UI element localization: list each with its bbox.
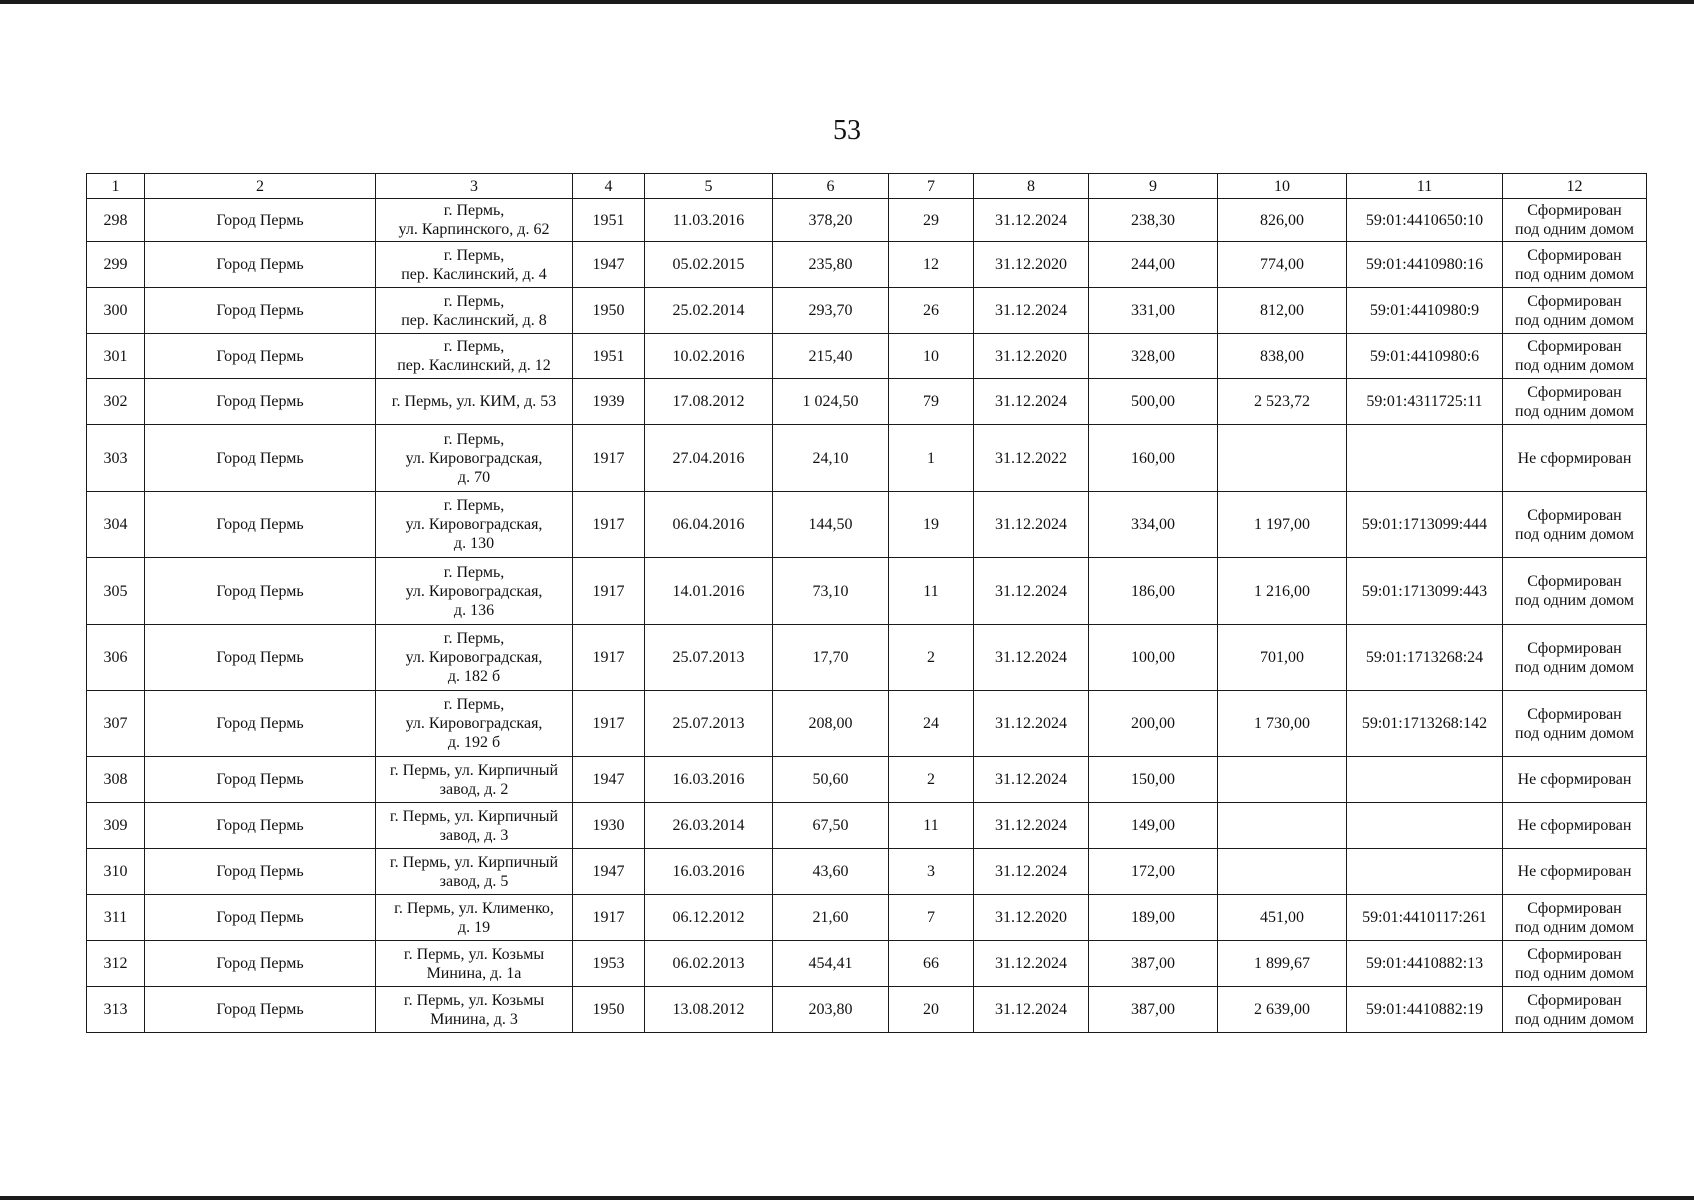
area-cell: 454,41 [773,941,889,987]
land-status-cell [1503,803,1647,849]
municipality-cell: Город Пермь [145,242,376,288]
land-status-cell [1503,558,1647,625]
date-cell: 06.02.2013 [645,941,773,987]
row-number-cell: 311 [87,895,145,941]
address-cell [376,625,573,691]
year-cell: 1939 [573,379,645,425]
row-number-cell: 304 [87,492,145,558]
address-line: д. 182 б [447,668,501,685]
municipality-cell: Город Пермь [145,199,376,242]
column-header: 8 [974,174,1089,199]
address-cell [376,199,573,242]
column-10-cell [1218,757,1347,803]
row-number-cell: 310 [87,849,145,895]
land-status-cell [1503,849,1647,895]
date-cell: 06.04.2016 [645,492,773,558]
cadastral-number-cell: 59:01:1713268:24 [1347,625,1503,691]
area-cell: 21,60 [773,895,889,941]
cadastral-number-cell: 59:01:1713099:443 [1347,558,1503,625]
area-cell: 24,10 [773,425,889,492]
table-row [87,558,1647,625]
address-line: пер. Каслинский, д. 4 [401,265,547,283]
table-row [87,941,1647,987]
row-number-cell: 312 [87,941,145,987]
municipality-cell: Город Пермь [145,334,376,379]
cadastral-number-cell: 59:01:4410882:13 [1347,941,1503,987]
residents-cell: 66 [889,941,974,987]
municipality-cell: Город Пермь [145,379,376,425]
deadline-cell: 31.12.2024 [974,803,1089,849]
column-10-cell: 1 197,00 [1218,492,1347,558]
status-line: под одним домом [1515,592,1634,609]
cadastral-number-cell [1347,425,1503,492]
address-line: завод, д. 2 [439,780,509,798]
table-row [87,895,1647,941]
status-line: под одним домом [1515,357,1634,374]
residents-cell: 11 [889,803,974,849]
area-cell: 144,50 [773,492,889,558]
address-cell [376,987,573,1033]
deadline-cell: 31.12.2024 [974,941,1089,987]
column-9-cell: 186,00 [1089,558,1218,625]
column-header: 4 [573,174,645,199]
table-row [87,425,1647,492]
land-status-cell [1503,199,1647,242]
status-line: Сформирован [1527,705,1622,723]
column-header: 9 [1089,174,1218,199]
column-9-cell: 150,00 [1089,757,1218,803]
address-cell [376,425,573,492]
column-header: 10 [1218,174,1347,199]
area-cell: 203,80 [773,987,889,1033]
municipality-cell: Город Пермь [145,492,376,558]
residents-cell: 20 [889,987,974,1033]
cadastral-number-cell [1347,803,1503,849]
table-body [87,199,1647,1033]
status-line: под одним домом [1515,1010,1634,1028]
cadastral-number-cell: 59:01:4410980:16 [1347,242,1503,288]
status-line: под одним домом [1515,658,1634,676]
status-line: Не сформирован [1517,771,1632,788]
land-status-cell [1503,425,1647,492]
status-line: Сформирован [1527,991,1622,1009]
land-status-cell [1503,895,1647,941]
address-cell [376,849,573,895]
address-line: г. Пермь, ул. КИМ, д. 53 [391,393,557,410]
status-line: Не сформирован [1517,863,1632,880]
table-row [87,288,1647,334]
address-line: г. Пермь, ул. Козьмы [403,945,545,963]
area-cell: 208,00 [773,691,889,757]
status-line: Не сформирован [1517,449,1632,467]
municipality-cell: Город Пермь [145,558,376,625]
address-line: д. 19 [457,918,491,936]
area-cell: 43,60 [773,849,889,895]
year-cell: 1950 [573,987,645,1033]
address-line: г. Пермь, ул. Козьмы [403,991,545,1009]
address-line: г. Пермь, [443,338,505,355]
area-cell: 293,70 [773,288,889,334]
date-cell: 16.03.2016 [645,757,773,803]
status-line: под одним домом [1515,402,1634,420]
residents-cell: 29 [889,199,974,242]
column-10-cell: 2 523,72 [1218,379,1347,425]
page-top-border [0,0,1694,4]
address-line: пер. Каслинский, д. 8 [401,311,547,329]
year-cell: 1917 [573,425,645,492]
address-line: завод, д. 5 [439,872,509,890]
row-number-cell: 313 [87,987,145,1033]
table-row [87,757,1647,803]
address-cell [376,379,573,425]
address-line: ул. Кировоградская, [405,649,543,666]
date-cell: 27.04.2016 [645,425,773,492]
table-row [87,492,1647,558]
deadline-cell: 31.12.2024 [974,849,1089,895]
land-status-cell [1503,288,1647,334]
column-header: 12 [1503,174,1647,199]
table-row [87,987,1647,1033]
row-number-cell: 299 [87,242,145,288]
row-number-cell: 307 [87,691,145,757]
residents-cell: 10 [889,334,974,379]
municipality-cell: Город Пермь [145,691,376,757]
date-cell: 17.08.2012 [645,379,773,425]
year-cell: 1950 [573,288,645,334]
residents-cell: 24 [889,691,974,757]
address-line: завод, д. 3 [439,826,509,844]
address-line: г. Пермь, [443,202,505,219]
cadastral-number-cell [1347,757,1503,803]
row-number-cell: 302 [87,379,145,425]
municipality-cell: Город Пермь [145,987,376,1033]
date-cell: 25.02.2014 [645,288,773,334]
residents-cell: 7 [889,895,974,941]
address-line: г. Пермь, ул. Кирпичный [389,807,559,825]
column-9-cell: 149,00 [1089,803,1218,849]
address-line: г. Пермь, ул. Клименко, [394,899,554,917]
deadline-cell: 31.12.2024 [974,199,1089,242]
year-cell: 1917 [573,895,645,941]
land-status-cell [1503,757,1647,803]
municipality-cell: Город Пермь [145,757,376,803]
cadastral-number-cell: 59:01:4410980:6 [1347,334,1503,379]
column-9-cell: 189,00 [1089,895,1218,941]
residents-cell: 19 [889,492,974,558]
area-cell: 73,10 [773,558,889,625]
row-number-cell: 308 [87,757,145,803]
row-number-cell: 306 [87,625,145,691]
deadline-cell: 31.12.2024 [974,379,1089,425]
residents-cell: 2 [889,625,974,691]
table-row [87,379,1647,425]
address-line: ул. Кировоградская, [405,516,543,533]
municipality-cell: Город Пермь [145,895,376,941]
status-line: под одним домом [1515,311,1634,329]
page-bottom-border [0,1196,1694,1200]
status-line: Сформирован [1527,945,1622,963]
status-line: Сформирован [1527,246,1622,264]
column-10-cell: 1 899,67 [1218,941,1347,987]
date-cell: 25.07.2013 [645,691,773,757]
address-line: г. Пермь, [443,246,505,264]
address-cell [376,242,573,288]
area-cell: 50,60 [773,757,889,803]
cadastral-number-cell: 59:01:4410650:10 [1347,199,1503,242]
year-cell: 1917 [573,691,645,757]
column-header: 1 [87,174,145,199]
column-10-cell: 2 639,00 [1218,987,1347,1033]
address-line: д. 136 [453,601,495,619]
deadline-cell: 31.12.2022 [974,425,1089,492]
deadline-cell: 31.12.2024 [974,625,1089,691]
column-9-cell: 387,00 [1089,987,1218,1033]
address-line: г. Пермь, [443,430,505,448]
table-row [87,849,1647,895]
address-cell [376,757,573,803]
area-cell: 67,50 [773,803,889,849]
date-cell: 25.07.2013 [645,625,773,691]
year-cell: 1930 [573,803,645,849]
municipality-cell: Город Пермь [145,941,376,987]
address-line: д. 130 [453,535,495,552]
land-status-cell [1503,379,1647,425]
year-cell: 1917 [573,625,645,691]
deadline-cell: 31.12.2020 [974,895,1089,941]
status-line: Сформирован [1527,573,1622,590]
municipality-cell: Город Пермь [145,803,376,849]
date-cell: 16.03.2016 [645,849,773,895]
deadline-cell: 31.12.2024 [974,558,1089,625]
date-cell: 14.01.2016 [645,558,773,625]
date-cell: 06.12.2012 [645,895,773,941]
address-line: Минина, д. 1а [426,964,522,982]
residents-cell: 26 [889,288,974,334]
address-line: д. 192 б [447,734,501,751]
address-line: г. Пермь, ул. Кирпичный [389,761,559,779]
status-line: Сформирован [1527,639,1622,657]
address-line: д. 70 [457,468,491,486]
year-cell: 1917 [573,492,645,558]
column-9-cell: 244,00 [1089,242,1218,288]
residents-cell: 2 [889,757,974,803]
housing-registry-table [86,173,1647,1033]
column-9-cell: 160,00 [1089,425,1218,492]
year-cell: 1953 [573,941,645,987]
column-9-cell: 328,00 [1089,334,1218,379]
column-9-cell: 238,30 [1089,199,1218,242]
date-cell: 10.02.2016 [645,334,773,379]
address-line: ул. Кировоградская, [405,715,543,732]
table-row [87,242,1647,288]
column-9-cell: 200,00 [1089,691,1218,757]
column-10-cell: 1 216,00 [1218,558,1347,625]
area-cell: 235,80 [773,242,889,288]
row-number-cell: 303 [87,425,145,492]
table-row [87,691,1647,757]
status-line: Сформирован [1527,202,1622,219]
cadastral-number-cell: 59:01:4410882:19 [1347,987,1503,1033]
address-line: г. Пермь, [443,497,505,514]
status-line: Сформирован [1527,506,1622,524]
land-status-cell [1503,691,1647,757]
column-header: 6 [773,174,889,199]
row-number-cell: 301 [87,334,145,379]
residents-cell: 12 [889,242,974,288]
column-10-cell [1218,849,1347,895]
column-header: 7 [889,174,974,199]
column-header: 11 [1347,174,1503,199]
address-line: г. Пермь, [443,630,505,647]
header-row [87,174,1647,199]
deadline-cell: 31.12.2020 [974,334,1089,379]
land-status-cell [1503,334,1647,379]
year-cell: 1951 [573,199,645,242]
deadline-cell: 31.12.2024 [974,987,1089,1033]
land-status-cell [1503,625,1647,691]
status-line: под одним домом [1515,265,1634,283]
column-10-cell: 701,00 [1218,625,1347,691]
column-10-cell: 774,00 [1218,242,1347,288]
status-line: под одним домом [1515,964,1634,982]
address-cell [376,558,573,625]
deadline-cell: 31.12.2024 [974,288,1089,334]
address-cell [376,895,573,941]
area-cell: 1 024,50 [773,379,889,425]
row-number-cell: 298 [87,199,145,242]
deadline-cell: 31.12.2024 [974,757,1089,803]
address-cell [376,941,573,987]
deadline-cell: 31.12.2024 [974,691,1089,757]
status-line: под одним домом [1515,724,1634,742]
row-number-cell: 300 [87,288,145,334]
row-number-cell: 309 [87,803,145,849]
column-10-cell: 826,00 [1218,199,1347,242]
row-number-cell: 305 [87,558,145,625]
cadastral-number-cell: 59:01:1713099:444 [1347,492,1503,558]
column-9-cell: 100,00 [1089,625,1218,691]
date-cell: 26.03.2014 [645,803,773,849]
column-9-cell: 331,00 [1089,288,1218,334]
area-cell: 17,70 [773,625,889,691]
municipality-cell: Город Пермь [145,425,376,492]
municipality-cell: Город Пермь [145,625,376,691]
table-row [87,334,1647,379]
status-line: Сформирован [1527,338,1622,355]
status-line: Сформирован [1527,383,1622,401]
column-10-cell: 838,00 [1218,334,1347,379]
status-line: Не сформирован [1517,817,1632,834]
municipality-cell: Город Пермь [145,849,376,895]
address-cell [376,288,573,334]
cadastral-number-cell: 59:01:1713268:142 [1347,691,1503,757]
deadline-cell: 31.12.2020 [974,242,1089,288]
column-9-cell: 334,00 [1089,492,1218,558]
status-line: под одним домом [1515,525,1634,543]
address-line: ул. Кировоградская, [405,449,543,467]
table-row [87,625,1647,691]
cadastral-number-cell: 59:01:4311725:11 [1347,379,1503,425]
cadastral-number-cell: 59:01:4410980:9 [1347,288,1503,334]
column-10-cell: 812,00 [1218,288,1347,334]
column-10-cell [1218,803,1347,849]
address-line: ул. Карпинского, д. 62 [398,221,550,238]
status-line: под одним домом [1515,221,1634,238]
status-line: Сформирован [1527,292,1622,310]
table-header [87,174,1647,199]
table-row [87,199,1647,242]
year-cell: 1917 [573,558,645,625]
column-10-cell [1218,425,1347,492]
residents-cell: 79 [889,379,974,425]
address-cell [376,334,573,379]
status-line: Сформирован [1527,899,1622,917]
residents-cell: 1 [889,425,974,492]
cadastral-number-cell: 59:01:4410117:261 [1347,895,1503,941]
year-cell: 1947 [573,242,645,288]
date-cell: 05.02.2015 [645,242,773,288]
address-cell [376,691,573,757]
address-line: г. Пермь, [443,696,505,713]
land-status-cell [1503,242,1647,288]
date-cell: 13.08.2012 [645,987,773,1033]
land-status-cell [1503,492,1647,558]
address-line: пер. Каслинский, д. 12 [397,357,551,374]
column-9-cell: 500,00 [1089,379,1218,425]
area-cell: 378,20 [773,199,889,242]
column-header: 3 [376,174,573,199]
address-line: ул. Кировоградская, [405,582,543,600]
address-cell [376,803,573,849]
table-row [87,803,1647,849]
year-cell: 1947 [573,757,645,803]
address-line: г. Пермь, [443,563,505,581]
area-cell: 215,40 [773,334,889,379]
column-9-cell: 387,00 [1089,941,1218,987]
page-number: 53 [833,115,861,146]
column-header: 2 [145,174,376,199]
date-cell: 11.03.2016 [645,199,773,242]
land-status-cell [1503,987,1647,1033]
column-header: 5 [645,174,773,199]
deadline-cell: 31.12.2024 [974,492,1089,558]
land-status-cell [1503,941,1647,987]
column-9-cell: 172,00 [1089,849,1218,895]
address-line: г. Пермь, [443,292,505,310]
column-10-cell: 451,00 [1218,895,1347,941]
cadastral-number-cell [1347,849,1503,895]
year-cell: 1951 [573,334,645,379]
address-cell [376,492,573,558]
residents-cell: 3 [889,849,974,895]
municipality-cell: Город Пермь [145,288,376,334]
address-line: Минина, д. 3 [430,1010,518,1028]
residents-cell: 11 [889,558,974,625]
year-cell: 1947 [573,849,645,895]
status-line: под одним домом [1515,918,1634,936]
column-10-cell: 1 730,00 [1218,691,1347,757]
address-line: г. Пермь, ул. Кирпичный [389,853,559,871]
